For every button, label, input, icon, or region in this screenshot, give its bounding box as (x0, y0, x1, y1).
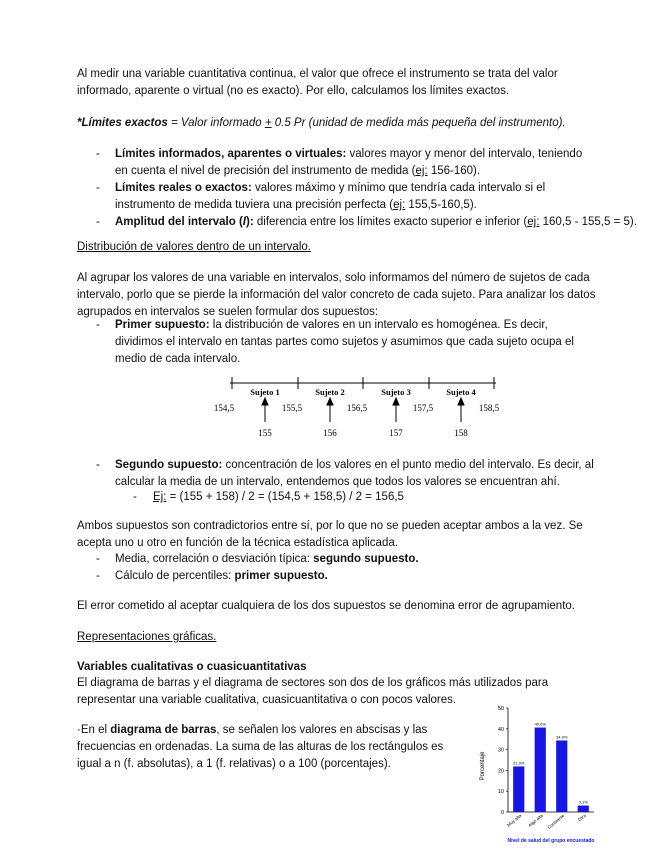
bar-chart (476, 703, 596, 845)
y-tick-label: 30 (497, 747, 504, 754)
exact-limits-formula: *Límites exactos = Valor informado + 0.5 Pr (unidad de medida más pequeña del instrumento). (77, 117, 566, 129)
uses-list (77, 551, 419, 585)
value-label: 156 (323, 428, 337, 438)
chart-ylabel: Porcentaje (480, 751, 486, 781)
bound-label: 158,5 (478, 403, 500, 413)
qualitative-heading: Variables cualitativas o cuasicuantitativas (77, 661, 307, 673)
intro-paragraph: Al medir una variable cuantitativa continua, el valor que ofrece el instrumento se trata del valor informado, aparente o virtual (no es exacto). Por ello, calculamos los límites exactos. (77, 68, 558, 97)
arrow-head (262, 398, 268, 405)
qualitative-paragraph: El diagrama de barras y el diagrama de sectores son dos de los gráficos más utilizados para representar una variable cualitativa, cuasicuantitativa o con pocos valores. (77, 677, 549, 706)
interval-diagram (200, 370, 510, 445)
subject-label: Sujeto 2 (315, 387, 345, 397)
arrow-head (393, 398, 399, 405)
contradiction-paragraph: Ambos supuestos son contradictorios entre sí, por lo que no se pueden aceptar ambos a la vez. Se acepta uno u otro en función de la técnica estadística aplicada. (77, 520, 583, 549)
bar (513, 766, 524, 812)
subject-label: Sujeto 4 (446, 387, 476, 397)
bar-data-label: 40,6% (534, 721, 546, 727)
subject-label: Sujeto 1 (250, 387, 280, 397)
bar-data-label: 3,1% (578, 799, 588, 805)
section-heading-distribution: Distribución de valores dentro de un intervalo. (77, 241, 311, 253)
list-item: - Amplitud del intervalo (I): diferencia entre los límites exacto superior e inferior (ej: 160,5 - 155,5 = 5). (77, 214, 637, 231)
y-tick-label: 40 (497, 726, 504, 733)
bar (556, 740, 567, 812)
x-tick-label: Muy alta (506, 812, 523, 828)
subject-label: Sujeto 3 (381, 387, 411, 397)
x-tick-label: Algo alta (527, 812, 544, 829)
y-tick-label: 50 (497, 706, 504, 712)
x-tick-label: Constante (546, 812, 566, 830)
bar-data-label: 21,9% (513, 760, 525, 766)
section-heading-graphics: Representaciones gráficas. (77, 631, 217, 643)
limits-list (77, 146, 637, 231)
grouping-error-paragraph: El error cometido al aceptar cualquiera de los dos supuestos se denomina error de agrupamiento. (77, 600, 575, 612)
arrow-head (458, 398, 464, 405)
y-tick-label: 20 (497, 768, 504, 775)
bar (535, 728, 546, 812)
value-label: 157 (389, 428, 403, 438)
y-tick-label: 10 (497, 789, 504, 796)
bound-label: 154,5 (213, 403, 235, 413)
list-item: - Primer supuesto: la distribución de valores en un intervalo es homogénea. Es decir, dividimos el intervalo en tantas partes como sujetos y asumimos que cada sujeto ocupa el medio de cada intervalo. (77, 317, 574, 368)
bound-label: 155,5 (281, 403, 303, 413)
list-item: - Media, correlación o desviación típica: segundo supuesto. (77, 551, 419, 568)
example-line: - Ej: = (155 + 158) / 2 = (154,5 + 158,5) / 2 = 156,5 (133, 489, 404, 506)
first-assumption-list (77, 317, 574, 368)
list-item: - Segundo supuesto: concentración de los valores en el punto medio del intervalo. Es decir, al calcular la media de un intervalo, entendemos que todos los valores se encuentran ahí. (77, 457, 594, 491)
second-assumption-list (77, 457, 594, 491)
grouping-paragraph: Al agrupar los valores de una variable en intervalos, solo informamos del número de sujetos de cada intervalo, porlo que se pierde la información del valor concreto de cada sujeto. Para analizar los datos agrupados en intervalos se suelen formular dos supuestos: (77, 272, 596, 318)
bar-diagram-paragraph: ·En el diagrama de barras, se señalen los valores en abscisas y las frecuencias en ordenadas. La suma de las alturas de los rectángulos es igual a n (f. absolutas), a 1 (f. relativas) o a 100 (porcentajes). (77, 724, 444, 770)
bound-label: 157,5 (412, 403, 434, 413)
list-item: - Cálculo de percentiles: primer supuesto. (77, 568, 419, 585)
value-label: 155 (258, 428, 272, 438)
list-item: - Límites reales o exactos: valores máximo y mínimo que tendría cada intervalo si el instrumento de medida tuviera una precisión perfecta (ej: 155,5-160,5). (77, 180, 637, 214)
list-item: - Límites informados, aparentes o virtuales: valores mayor y menor del intervalo, teniendo en cuenta el nivel de precisión del instrumento de medida (ej: 156-160). (77, 146, 637, 180)
arrow-head (327, 398, 333, 405)
y-tick-label: 0 (500, 810, 504, 816)
bar (578, 806, 589, 812)
bar-data-label: 34,4% (556, 734, 568, 740)
x-tick-label: Otra (576, 812, 587, 823)
chart-xlabel: Nivel de salud del grupo encuestado (507, 838, 595, 844)
value-label: 158 (454, 428, 468, 438)
bound-label: 156,5 (346, 403, 368, 413)
